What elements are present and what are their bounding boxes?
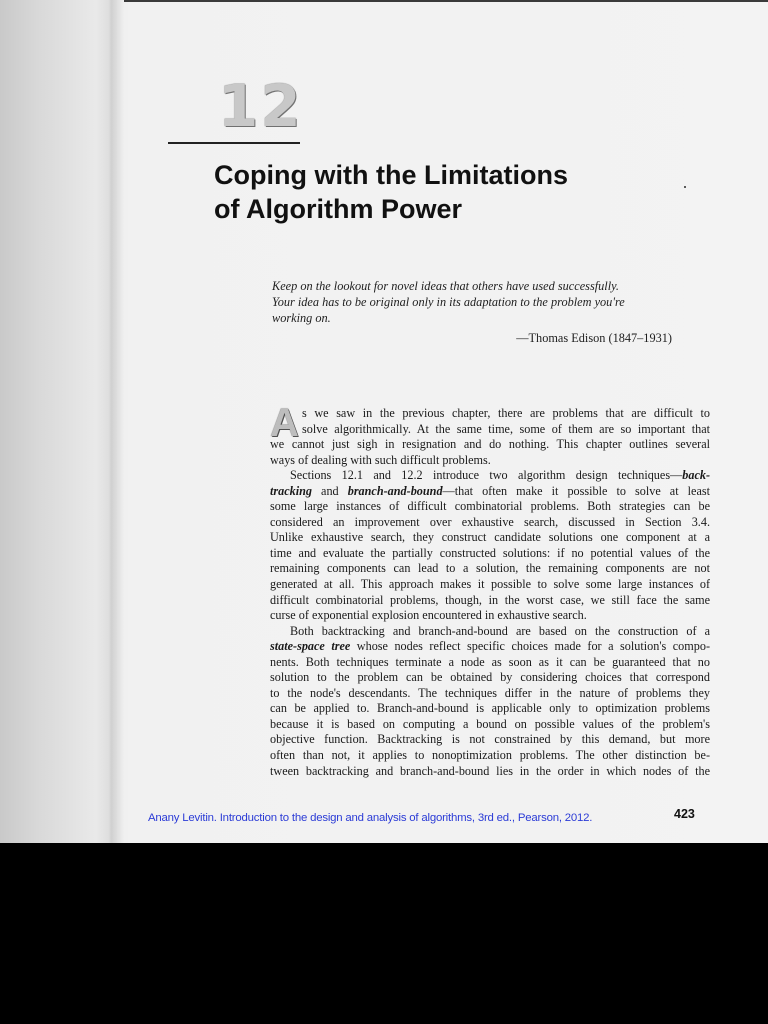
body-line: generated at all. This approach makes it possible to solve some large instances of — [270, 577, 710, 592]
body-line: because it is based on computing a bound on possible values of the problem's — [270, 716, 710, 731]
page-number: 423 — [674, 807, 695, 821]
body-line: state-space tree whose nodes reflect specific choices made for a solution's compo- — [270, 639, 710, 654]
body-line: solve algorithmically. At the same time, some of them are so important that — [302, 421, 710, 436]
body-line: remaining components can lead to a solution, the remaining components are not — [270, 561, 710, 576]
body-line: tween backtracking and branch-and-bound lies in the order in which nodes of the — [270, 763, 710, 778]
body-line: solution to the problem can be obtained by considering choices that correspond — [270, 670, 710, 685]
chapter-number: 12 — [218, 72, 303, 140]
body-line: Unlike exhaustive search, they construct candidate solutions one component at a — [270, 530, 710, 545]
chapter-title-line-1: Coping with the Limitations — [214, 160, 568, 190]
chapter-rule — [168, 142, 300, 144]
body-line: time and evaluate the partially constructed solutions: if no potential values of the — [270, 545, 710, 560]
scan-speck — [684, 186, 686, 188]
body-line: nents. Both techniques terminate a node as soon as it can be guaranteed that no — [270, 654, 710, 669]
body-line: s we saw in the previous chapter, there are problems that are difficult to — [302, 406, 710, 420]
body-line: difficult combinatorial problems, though, in the worst case, we still face the same — [270, 592, 710, 607]
body-line: objective function. Backtracking is not constrained by this demand, but more — [270, 732, 710, 747]
body-line: often than not, it applies to nonoptimization problems. The other distinction be- — [270, 748, 710, 763]
body-line: we cannot just sigh in resignation and do nothing. This chapter outlines several — [270, 437, 710, 452]
body-text — [270, 401, 710, 779]
citation-footer: Anany Levitin. Introduction to the design and analysis of algorithms, 3rd ed., Pearson, 2012. — [148, 812, 593, 824]
drop-cap: A — [270, 401, 299, 445]
epigraph-attribution: —Thomas Edison (1847–1931) — [516, 331, 672, 345]
body-line: Both backtracking and branch-and-bound are based on the construction of a — [290, 623, 710, 638]
epigraph-line: Keep on the lookout for novel ideas that others have used successfully. — [272, 279, 619, 293]
page-spine-shadow — [96, 0, 124, 843]
body-line: ways of dealing with such difficult problems. — [270, 452, 491, 467]
body-line: some large instances of difficult combinatorial problems. Both strategies can be — [270, 499, 710, 514]
chapter-title-line-2: of Algorithm Power — [214, 194, 462, 224]
epigraph — [272, 278, 672, 326]
epigraph-line: Your idea has to be original only in its adaptation to the problem you're — [272, 295, 625, 309]
epigraph-line: working on. — [272, 311, 331, 325]
body-line: tracking and branch-and-bound—that often make it possible to solve at least — [270, 483, 710, 498]
body-line: can be applied to. Branch-and-bound is applicable only to optimization problems — [270, 701, 710, 716]
body-line: curse of exponential explosion encountered in exhaustive search. — [270, 608, 587, 623]
body-line: considered an improvement over exhaustive search, discussed in Section 3.4. — [270, 514, 710, 529]
body-line: to the node's descendants. The techniques differ in the nature of problems they — [270, 685, 710, 700]
body-line: Sections 12.1 and 12.2 introduce two algorithm design techniques—back- — [290, 468, 710, 483]
chapter-title — [214, 158, 694, 226]
page-top-edge — [124, 0, 768, 2]
